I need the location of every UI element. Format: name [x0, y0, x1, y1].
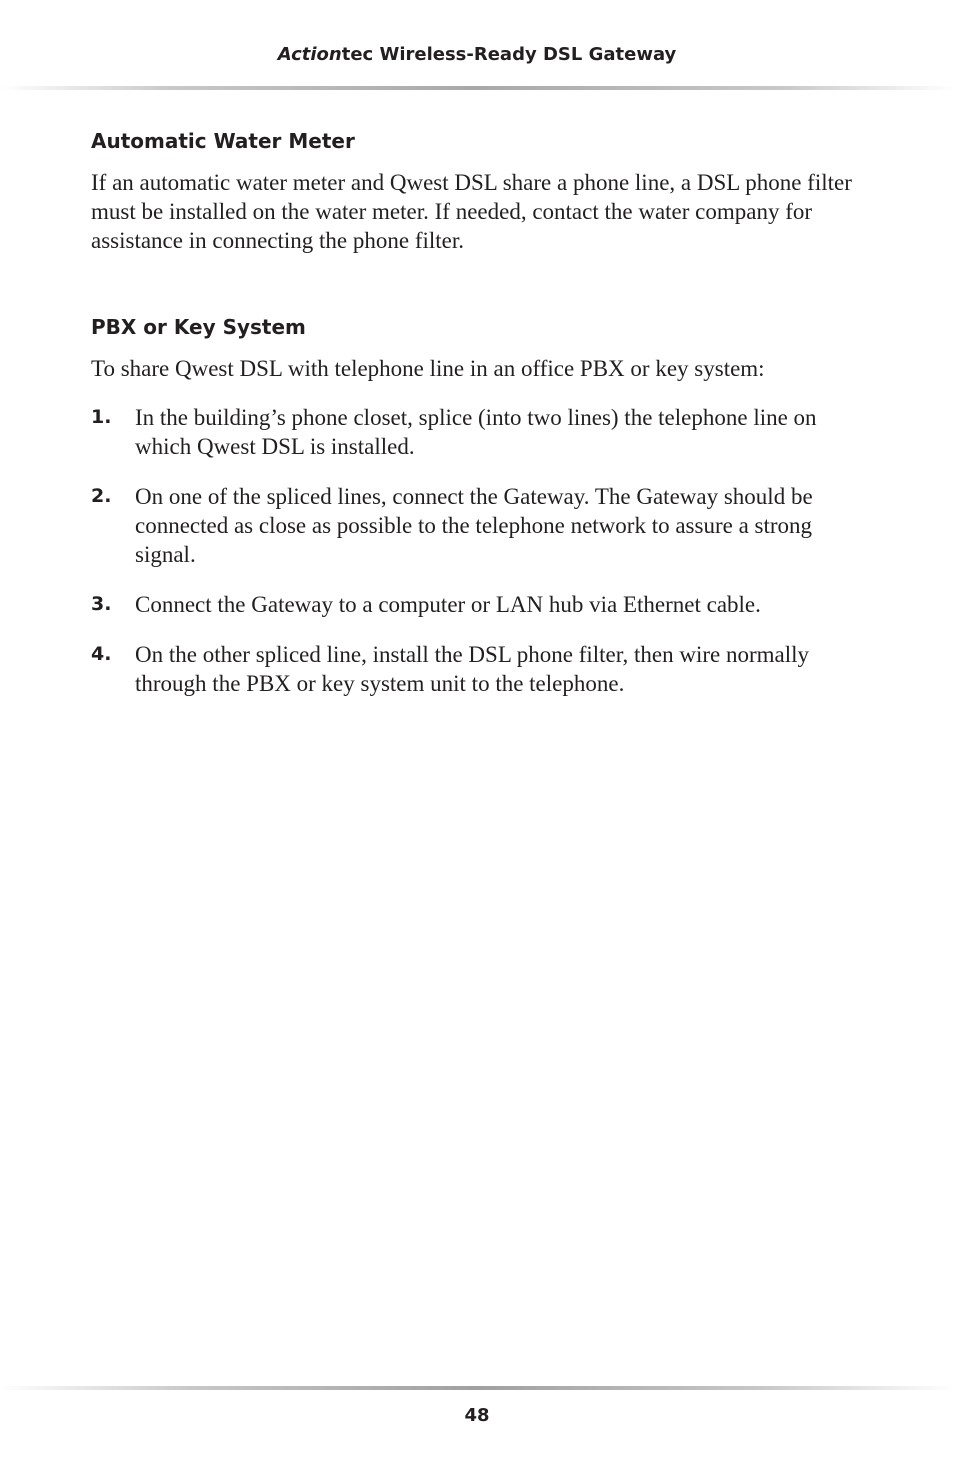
section-water-meter	[91, 126, 871, 255]
step-item	[91, 403, 871, 461]
header-rule	[0, 86, 954, 90]
step-number: 4.	[91, 643, 112, 665]
step-number: 2.	[91, 485, 112, 507]
step-item	[91, 640, 871, 698]
section-heading: Automatic Water Meter	[91, 129, 355, 153]
page-content	[91, 126, 871, 719]
step-number: 3.	[91, 593, 112, 615]
section-pbx-key-system	[91, 312, 871, 698]
running-header	[0, 44, 954, 65]
step-number: 1.	[91, 406, 112, 428]
footer-rule	[0, 1386, 954, 1390]
steps-list	[91, 403, 871, 698]
section-paragraph: If an automatic water meter and Qwest DSL share a phone line, a DSL phone filter must be installed on the water meter. If needed, contact the water company for assistance in connecting the phone filter.	[91, 170, 852, 253]
page-number: 48	[464, 1405, 490, 1426]
step-text: On one of the spliced lines, connect the Gateway. The Gateway should be connected as close as possible to the telephone network to assure a strong signal.	[135, 484, 813, 567]
header-title-rest: tec Wireless-Ready DSL Gateway	[341, 44, 677, 65]
section-paragraph: To share Qwest DSL with telephone line in an office PBX or key system:	[91, 356, 765, 381]
step-text: Connect the Gateway to a computer or LAN hub via Ethernet cable.	[135, 592, 761, 617]
step-item	[91, 482, 871, 569]
step-text: On the other spliced line, install the DSL phone filter, then wire normally through the PBX or key system unit to the telephone.	[135, 642, 810, 696]
step-item	[91, 590, 871, 619]
section-heading: PBX or Key System	[91, 315, 306, 339]
step-text: In the building’s phone closet, splice (into two lines) the telephone line on which Qwest DSL is installed.	[135, 405, 817, 459]
brand-italic: Action	[277, 44, 342, 65]
